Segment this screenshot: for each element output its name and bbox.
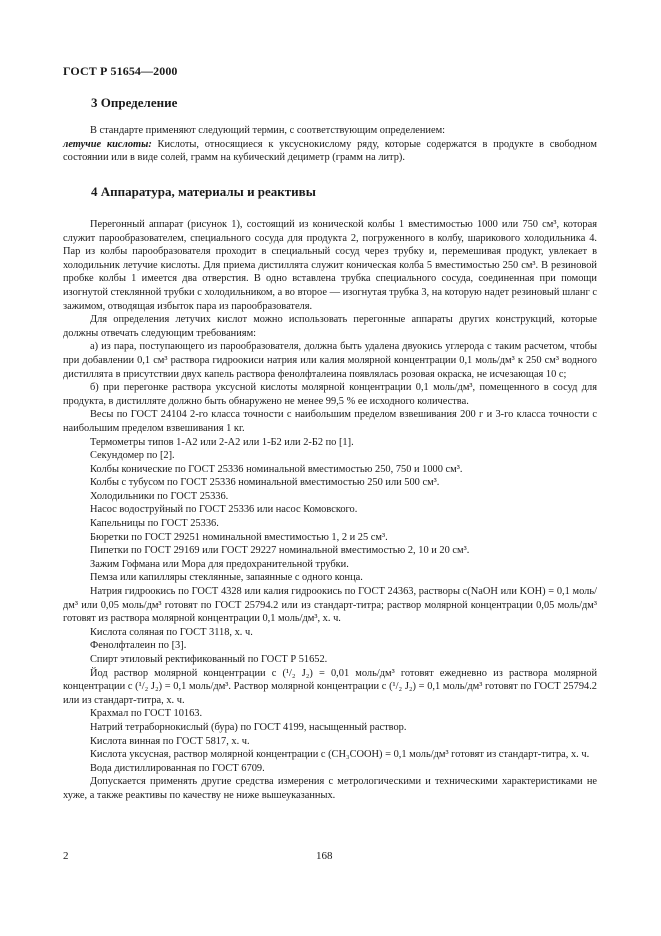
section-4-paragraph: Вода дистиллированная по ГОСТ 6709. bbox=[90, 762, 265, 774]
term-text: Кислоты, относящиеся к уксуснокислому ряду, которые содержатся в продукте в свободном состоянии или в виде солей, грамм на кубический дециметр (грамм на литр). bbox=[63, 138, 597, 164]
section-4-paragraph: Колбы с тубусом по ГОСТ 25336 номинальной вместимостью 250 или 500 см³. bbox=[90, 477, 440, 489]
section-4-paragraph: Кислота соляная по ГОСТ 3118, х. ч. bbox=[90, 626, 253, 638]
section-4-paragraph: Кислота уксусная, раствор молярной концентрации c (CH₃COOH) = 0,1 моль/дм³ готовят из стандарт-титра, х. ч. bbox=[90, 749, 590, 761]
section-3-body bbox=[63, 124, 597, 165]
section-4-paragraph: Бюретки по ГОСТ 29251 номинальной вместимостью 1, 2 и 25 см³. bbox=[90, 531, 388, 543]
section-4-paragraph: Йод раствор молярной концентрации c (¹/₂ J₂) = 0,01 моль/дм³ готовят ежедневно из раствора молярной концентрации c (¹/₂ J₂) = 0,1 моль/дм³. Раствор молярной концентрации c (¹/₂ J₂) = 0,1 моль/дм³ готовят по ГОСТ 25794.2 или из стандарт-титра, х. ч. bbox=[63, 667, 597, 706]
section-4-paragraph: Зажим Гофмана или Мора для предохранительной трубки. bbox=[90, 558, 349, 570]
page-number-local: 2 bbox=[63, 850, 69, 862]
section-4-paragraph: Перегонный аппарат (рисунок 1), состоящий из конической колбы 1 вместимостью 1000 или 750 см³, которая служит парообразователем, специального сосуда для продукта 2, погруженного в колбу, шарикового холодильника 4. Пар из колбы парообразователя проходит в специальный сосуд через трубку и, перемешивая продукт, увлекает в холодильник летучие кислоты. Для приема дистиллята служит коническая колба 5 вместимостью 250 см³. В резиновой пробке колбы 1 имеется два отверстия. В одно вставлена трубка специального сосуда, соединенная при помощи изогнутой стеклянной трубки с холодильником, а во второе — изогнутая трубка 3, на которую надет резиновый шланг с зажимом, отводящая избыток пара из парообразователя. bbox=[63, 219, 597, 312]
section-4-paragraph: а) из пара, поступающего из парообразователя, должна быть удалена двуокись углерода с таким расчетом, чтобы при добавлении 0,1 см³ раствора гидроокиси натрия или калия молярной концентрации 0,1 моль/дм³ к 250 см³ водного дистиллята в присутствии двух капель раствора фенолфталеина появлялась розовая окраска, не исчезающая 10 с; bbox=[63, 341, 597, 380]
section-4-paragraph: Кислота винная по ГОСТ 5817, х. ч. bbox=[90, 735, 250, 747]
section-4-paragraph: Спирт этиловый ректификованный по ГОСТ Р 51652. bbox=[90, 654, 328, 665]
page-number-global: 168 bbox=[316, 850, 333, 862]
section-4-paragraph: Натрия гидроокись по ГОСТ 4328 или калия гидроокись по ГОСТ 24363, растворы c(NaOH или KOH) = 0,1 моль/дм³ или 0,05 моль/дм³ готовят по ГОСТ 25794.2 или из стандарт-титра; раствор молярной концентрации 0,05 моль/дм³ готовят из раствора молярной концентрации 0,1 моль/дм³, х. ч. bbox=[63, 586, 597, 625]
term-definition bbox=[63, 138, 597, 165]
term-label: летучие кислоты: bbox=[63, 138, 152, 150]
section-4-paragraph: Для определения летучих кислот можно использовать перегонные аппараты других конструкций, которые должны отвечать следующим требованиям: bbox=[63, 314, 597, 339]
section-4-body bbox=[63, 218, 597, 803]
section-4-paragraph: Капельницы по ГОСТ 25336. bbox=[90, 518, 219, 530]
section-4-paragraph: Пипетки по ГОСТ 29169 или ГОСТ 29227 номинальной вместимостью 2, 10 и 20 см³. bbox=[90, 545, 470, 557]
section-4-paragraph: Термометры типов 1-А2 или 2-А2 или 1-Б2 или 2-Б2 по [1]. bbox=[90, 436, 354, 448]
section-4-paragraph: б) при перегонке раствора уксусной кислоты молярной концентрации 0,1 моль/дм³, помещенного в сосуд для продукта, в дистилляте должно быть обнаружено не менее 99,5 % ее исходного количества. bbox=[63, 382, 597, 407]
section-4-paragraph: Секундомер по [2]. bbox=[90, 450, 175, 462]
section-4-paragraph: Натрий тетраборнокислый (бура) по ГОСТ 4199, насыщенный раствор. bbox=[90, 721, 407, 733]
section-4-title: 4 Аппаратура, материалы и реактивы bbox=[91, 184, 316, 199]
section-4-paragraph: Крахмал по ГОСТ 10163. bbox=[90, 708, 203, 720]
section-4-paragraph: Насос водоструйный по ГОСТ 25336 или насос Комовского. bbox=[90, 504, 358, 516]
section-3-title: 3 Определение bbox=[91, 95, 178, 110]
section-4-paragraph: Фенолфталеин по [3]. bbox=[90, 640, 187, 652]
section-3-intro: В стандарте применяют следующий термин, с соответствующим определением: bbox=[90, 125, 446, 136]
section-4-paragraph: Колбы конические по ГОСТ 25336 номинальной вместимостью 250, 750 и 1000 см³. bbox=[90, 463, 463, 475]
section-4-paragraph: Холодильники по ГОСТ 25336. bbox=[90, 490, 229, 502]
section-4-paragraph: Весы по ГОСТ 24104 2-го класса точности с наибольшим пределом взвешивания 200 г и 3-го класса точности с наибольшим пределом взвешивания 1 кг. bbox=[63, 409, 597, 434]
section-4-paragraph: Допускается применять другие средства измерения с метрологическими и техническими характеристиками не хуже, а также реактивы по качеству не ниже вышеуказанных. bbox=[63, 776, 597, 801]
standard-header: ГОСТ Р 51654—2000 bbox=[63, 64, 178, 78]
section-4-paragraph: Пемза или капилляры стеклянные, запаянные с одного конца. bbox=[90, 572, 363, 584]
